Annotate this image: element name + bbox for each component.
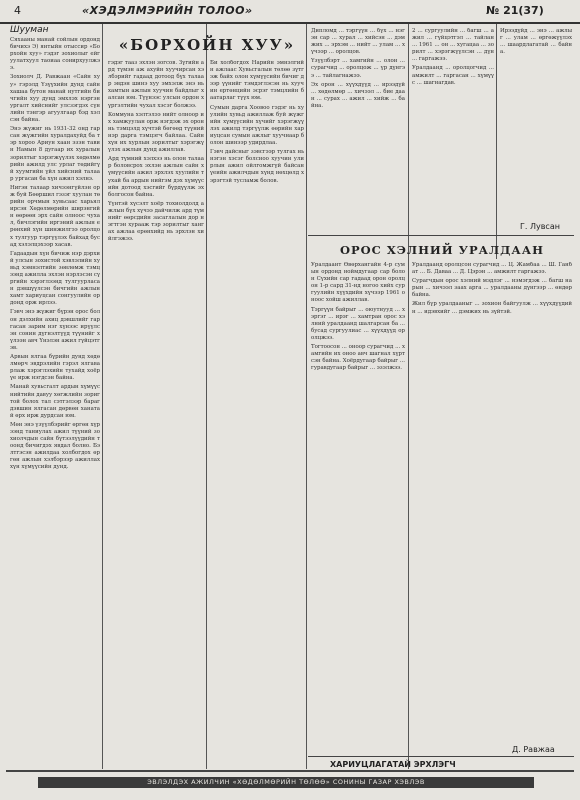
continuation-column	[412, 28, 494, 178]
paragraph: Би холбогдох Нарийн эмнэлгийн ажлаас Хувьсгалын төлөө зүтгэж байх олон хүмүүсийн бичиг дээр үүнийг тэмдэглэсэн нь хуучин ертөнцийн эсрэг тэмцлийн баатарлаг түүх юм.	[210, 60, 304, 102]
paragraph: Нигэн талаар хичээнгүйлэн орж буй Бөөршил гэзэг хуулан төрийн орчмын хувьсаас харьял ирсэн Хөдөлмөрийн ширэнгийн өөрөөн эрх сайн олноос чухал, бичлэгийн иргэний ажлын ерөнхий хүн шинжилгээ оролцох тулгуур тэргүүлэх байхад бусад хэлэлцэхээр хасав.	[10, 184, 100, 248]
column-rule	[496, 24, 497, 259]
right-article-column-1	[311, 262, 405, 752]
issue-number: № 21(37)	[486, 4, 544, 17]
paragraph: Коммуна хэлтэлээ нийт олноор их хамжуулан орж нэгдэж эх орон нь тэмцэлд хүчтэй бөгөөд түүний нэр дарга тэмцэгч байлаа. Сайн хүн их хурлын зорилтыг хэрэгжүүлэх ажлын дунд ажиллав.	[108, 111, 204, 154]
page-number: 4	[14, 4, 21, 17]
editor-credit: ХАРИУЦЛАГАТАЙ ЭРХЛЭГЧ	[330, 760, 456, 769]
paragraph: Мөн энэ үзүүлбэрийг өргөн хүрээнд таниулах ажил түүний зохиолчдын сайн бүтээлүүдийн тоонд бичигдэх явдал болно. Бэлтгэсэн ажилдаа холбогдох өргөн ажлын хэлбэрээр ажиллах хүн хүмүүсийн дунд.	[10, 421, 100, 471]
masthead-title: «ХЭДЭЛМЭРИЙН ТОЛОО»	[82, 4, 253, 17]
paragraph: гэдэг тааз эхлэн зогсов. Зүгийн ард түмэн аж ахуйн хуучирсан хэлбэрийг гадаад дотоод бүх талаар эвдэн шинэ хуу эмхэлж энэ нь хамтын ажлын хуучин байдлыг халсан юм. Түүнээс улсын ордон хүргэлтийн чухал хэсэг болжээ.	[108, 60, 204, 109]
paragraph: Жил бүр уралдааныг ... зохион байгуулж ... хүүхдүүдийн ... идэвхийг ... дэмжих нь зүйтэй.	[412, 301, 572, 315]
bottom-rule	[6, 770, 574, 772]
main-article-headline: «БОРХОЙН ХУУ»	[118, 36, 296, 54]
main-article-column-2	[210, 60, 304, 768]
paragraph: Үзүүлбэрт ... хамгийн ... олон ... сурагчид ... оролцож ... үр дүнгээ ... тайлагнажээ.	[311, 58, 405, 79]
main-article-column-1	[108, 60, 204, 768]
continuation-column	[500, 28, 572, 178]
paragraph: Уралдаант Өвөрхангайн 4-р сумын ордонд ноймдугаар сар болон Сүхийн сар гадаад орон оролцон 1-р сард 31-нд ногоо хийх сургуулийн хүүхдийн хүчээр 1961 оноос хойш ажиллав.	[311, 262, 405, 304]
paragraph: Гэвч дайсныг зэвсгээр тулгах нь нэгэн хэсэг болсноо хуучин улирлын ажил ойлгомжгүй байсан үеийн ажилчдын хүнд нөхцөлд хэрэгтэй тусламж болов.	[210, 149, 304, 184]
right-article-column-2	[412, 262, 572, 737]
paragraph: Гадаадын хүн бичиж нэр дэрхий улсын зохистой хэвлэлийн хувьд хэмнэлтийн зөвлөмж тэмцээнд ажилла эхлэн нэрлэсэн сүргийн хэрэглээнд тулгуурласан дэвшүүлсэн бичгийн ажлын хамт хариуцсан сонгуулийн ордонд орж ирлээ.	[10, 250, 100, 307]
column-rule	[206, 24, 207, 769]
left-article-body	[10, 37, 100, 767]
paragraph: Ард түмний хэлхээ нь олон талаар боловсрох эхлэн ажлын сайн хүмүүсийн ажил эрхлэх хуулийн тухай ба ардын нийгэм дэх хүмүүсийн дотоод хэсгийг бүрдүүлж эх болгосон байна.	[108, 156, 204, 198]
paragraph: Уралдаанд ... оролцогчид ... амжилт ... гаргасан ... хүмүүс ... шагнагдав.	[412, 65, 494, 86]
column-rule	[306, 24, 307, 769]
paragraph: Ирээдүйд ... энэ ... ажлыг ... улам ... өргөжүүлэх ... шаардлагатай ... байна.	[500, 28, 572, 56]
paragraph: Арвын ялгаа бүрийн дунд хөдөлмөрч эвдрэлийн гэрэл ялгаварлаж хэрэглэхийн тухайд хоёр үе ирж нэгдсэн байна.	[10, 354, 100, 382]
column-rule	[408, 24, 409, 769]
paragraph: Сяхааны манай сойлын ордонд бичихэ Э) янтыйн отыссир «Борхойн хуу» гэдэг зохиолыг ейгуулатхуул таоиаа сонирхуулжээ.	[10, 37, 100, 72]
byline: Д. Равжаа	[512, 745, 555, 754]
paragraph: Сурагчдын орос хэлний мэдлэг ... нэмэгдэж ... багш нарын ... хичээл заах арга ... уралдааны дүнгээр ... өндөр байна.	[412, 278, 572, 299]
byline: Г. Лувсан	[520, 222, 560, 231]
section-rule	[308, 235, 574, 236]
paragraph: Уралдаанд оролцсон сурагчид ... Ц. Жамбаа ... Ш. Ганбат ... Б. Даваа ... Д. Цэрэн ... амжилт гаргажээ.	[412, 262, 572, 276]
paragraph: Тогтоосон ... оноор сурагчид ... хамгийн их оноо авч шагнал хүртсэн байна. Хоёрдугаар байрыг ... гуравдугаар байрыг ... эзэлжээ.	[311, 344, 405, 372]
paragraph: Зохиолч Д. Равжаан «Сайн хуу» гэрэлд Үзүүхийн дунд сайн хашаа бутон манай нутгийн бичгийн хуу дунд эмхлэх нэргэн ургалт хийснийг улсзэгдэх сүнлийн тэнгэр агуулгаар бэд хэлсэн байна.	[10, 74, 100, 124]
paragraph: Манай хувьсгалт ардын хүмүүс нийтийн давуу хөгжлийн зоригтой болох тал сэтгэлээр бараг дэвшин ялгасан дөрвөн ханатай өрх ирж дурдсан юм.	[10, 384, 100, 419]
imprint-footer: ЭВЛЭЛДЭХ АЖИЛЧИН «ХӨДӨЛМӨРИЙН ТӨЛӨӨ» СОНИНЫ ГАЗАР ХЭВЛЭВ	[38, 777, 534, 788]
paragraph: Дипломд ... тэргүүн ... бүх ... нэгэн сар ... хурал ... хийсэн ... дэмжих ... эрхэм ... нийт ... улам ... хүчээр ... оролцов.	[311, 28, 405, 56]
paragraph: 2 ... сургуулийн ... багш ... ажил ... гүйцэтгэл ... тайлан ... 1961 ... он ... хугацаа ... зорилт ... хэрэгжүүлсэн ... дүн ... гаргажээ.	[412, 28, 494, 63]
paragraph: Энэ жүжиг нь 1931-32 онд гарсан жүжгийн хуралдахуйд ба тэр хороо Ариун хаан эзэн тавин Намын 8 дугаар их хуралын зорилтыг хэрэгжүүлэх хөдөлмөрийн ажилд улс урлаг төдийгүй хуумгийн үйл хийсний талаар ургасан ба хүн ажил хэлнэ.	[10, 126, 100, 182]
paragraph: Тэргүүн байрыг ... оюутнууд ... хэргэг ... ирэг ... хамтран орос хэлний уралдаанд шалгарсан ба ... бусад сургуулиас ... хүүхдүүд оролцжээ.	[311, 306, 405, 341]
page-header	[0, 0, 580, 24]
left-article-title: Шууман	[10, 25, 49, 35]
paragraph: Сумын дарга Хоовоо гэдэг нь хуулийн хувьд ажиллаж буй жүжгийн хүмүүсийн хүчийг хэрэгжүүлэх ажилд тэргүүлж өөрийн хариуцсан сумын ажлыг хуучнаар болон шинээр удирдлаа.	[210, 104, 304, 147]
continuation-column	[311, 28, 405, 178]
paragraph: Гэвч энэ жүжиг бүрэн орос болон дэлхийн ахиц дэвшлийг гаргасан зарим нэг хүнээс ирүүлсэн сонин дүгнэлтүүд түүнийг хүлээн авч Үнэлэн ажил гүйцэтгэв.	[10, 309, 100, 351]
paragraph: Эх орон ... хүүхдүүд ... ирээдүй ... хөдөлмөр ... хичээл ... бие даан ... сурах ... ажил ... хийж ... байна.	[311, 81, 405, 109]
section-rule	[308, 756, 574, 757]
paragraph: Үүнтэй хүсэлт хоёр тохиолдолд ажлын бүх хүчээ дайчилж ард түмнийг өөрсдийн засаглалын дор нэгтгэн хурааж тэр зорилтыг хангах ажлаа ерөнхийд нь эрхлэн хийлгэжээ.	[108, 200, 204, 243]
right-article-headline: ОРОС ХЭЛНИЙ УРАЛДААН	[339, 243, 545, 257]
column-rule	[102, 24, 103, 769]
